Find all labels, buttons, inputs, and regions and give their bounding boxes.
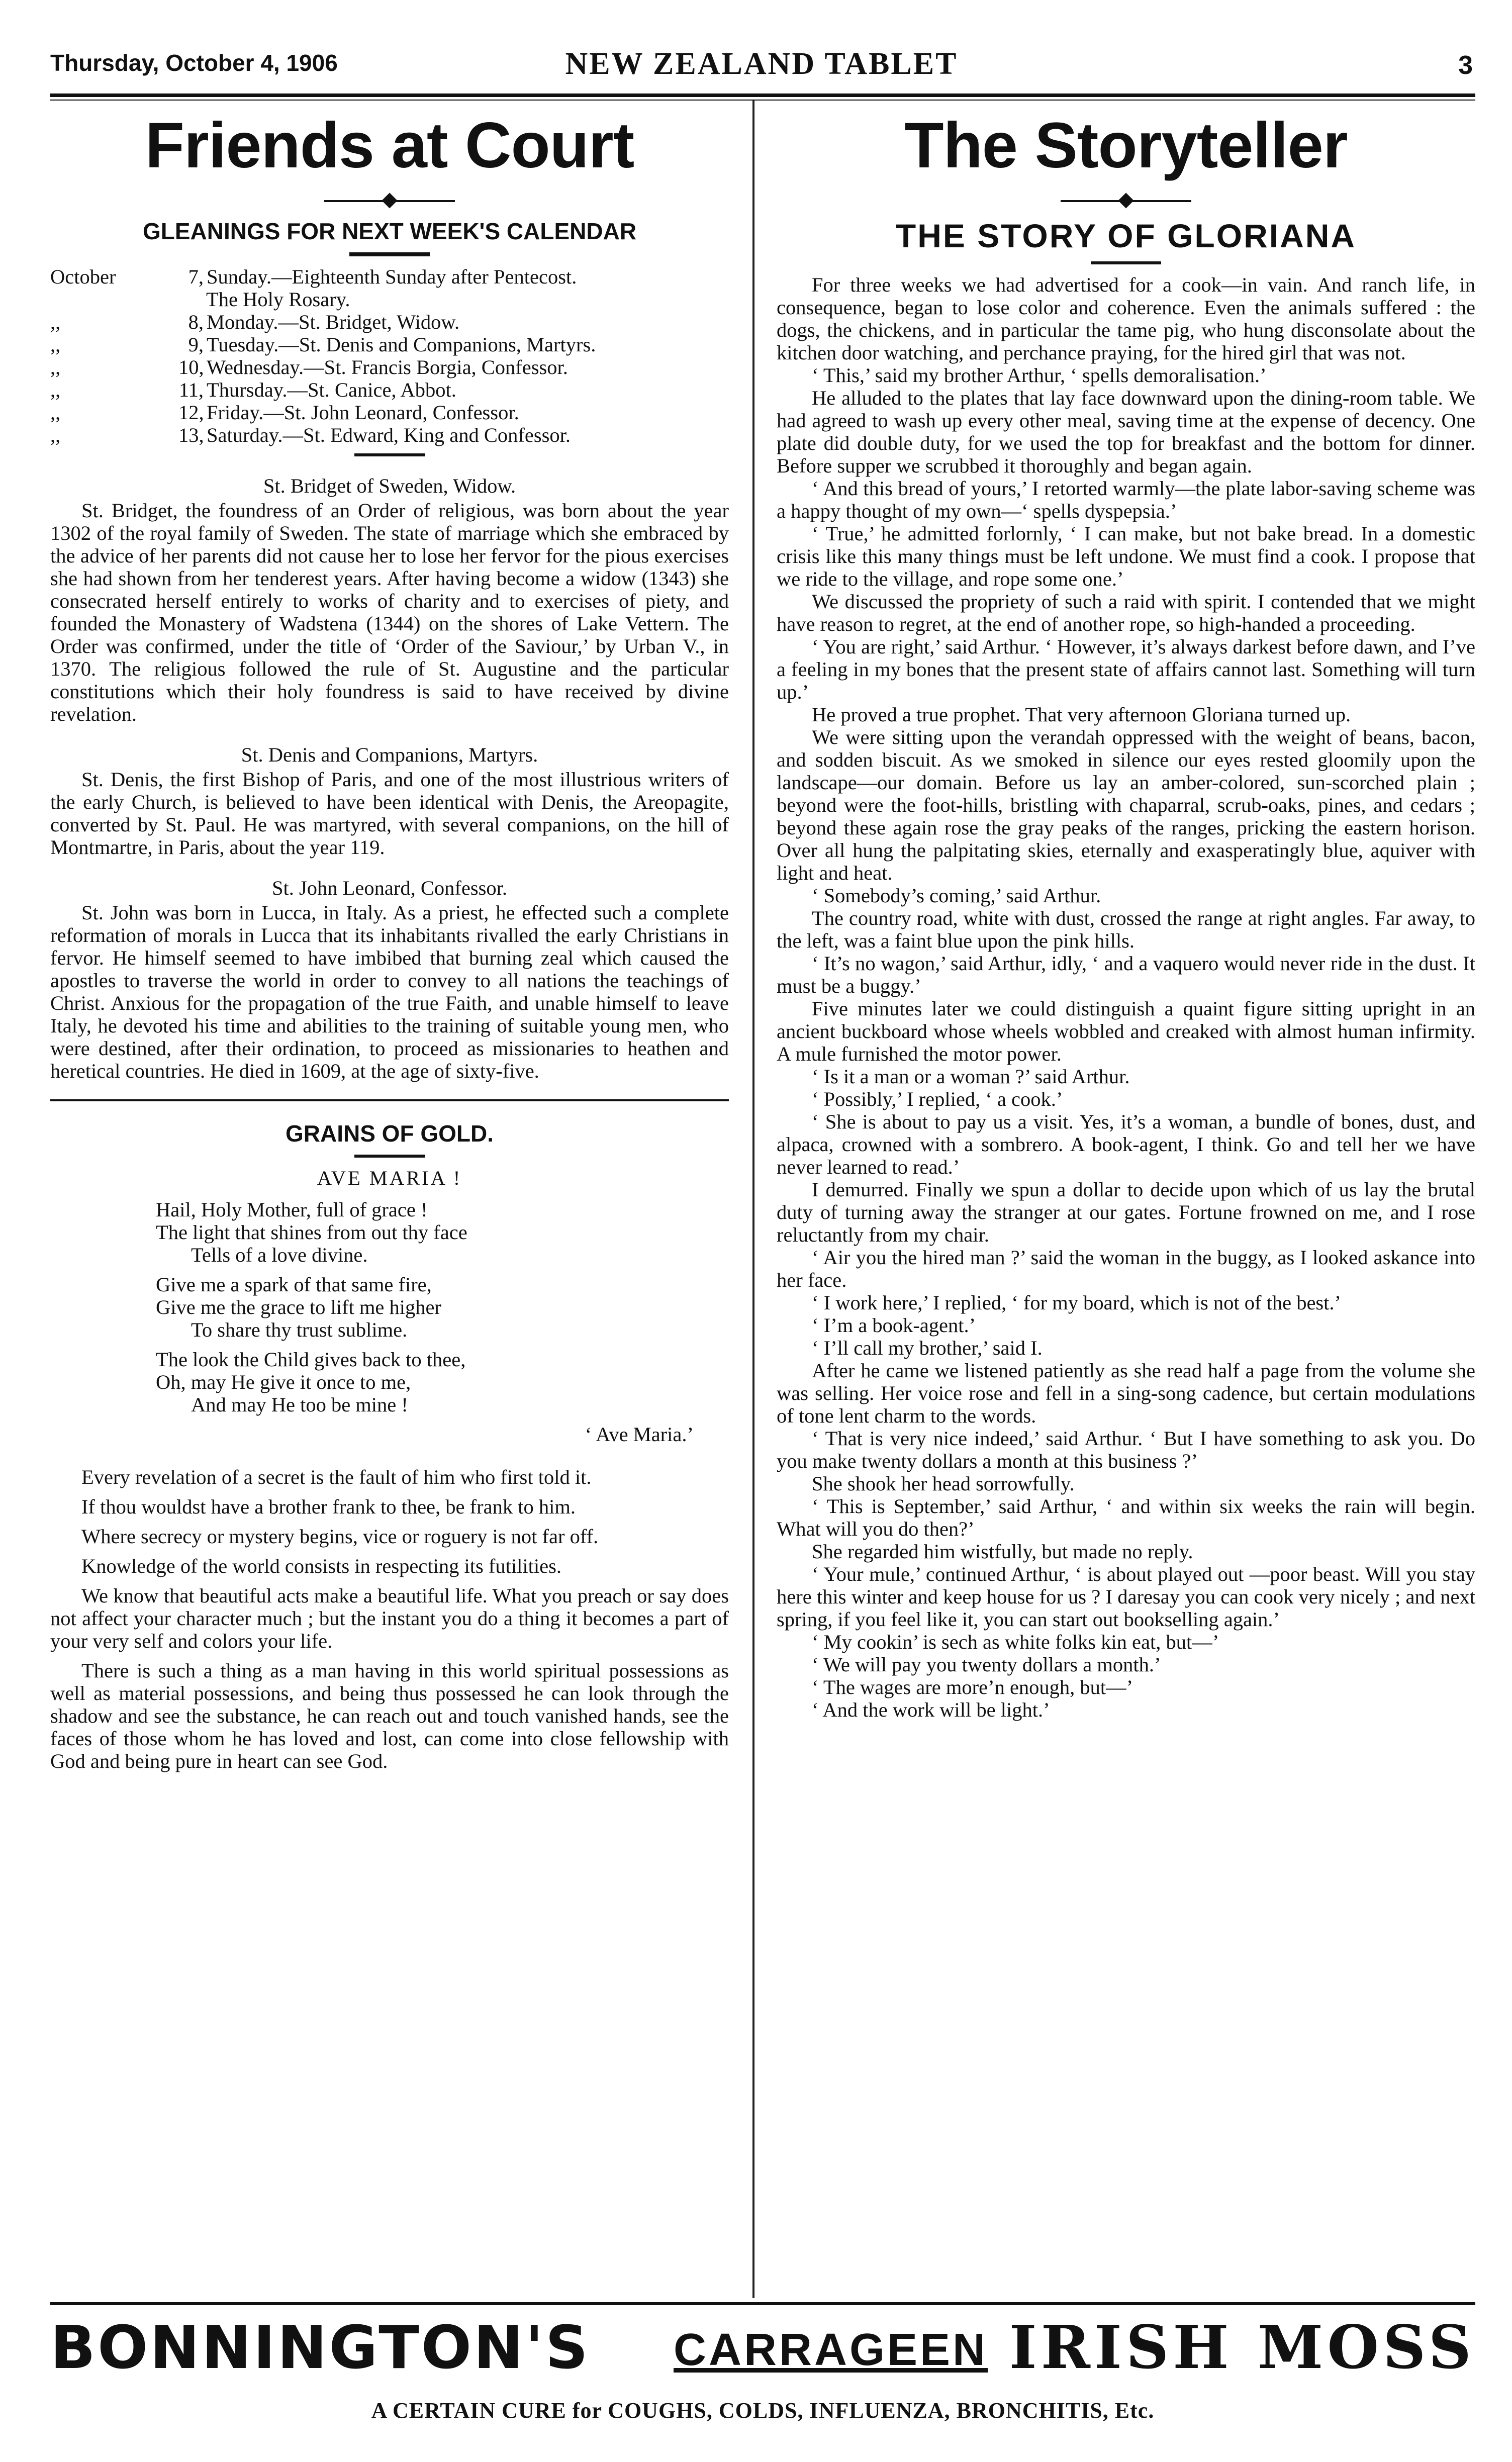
ad-brand: BONNINGTON'S bbox=[50, 2313, 590, 2382]
story-paragraph: We were sitting upon the verandah oppressed with the weight of beans, bacon, and sodden biscuit. As we smoked in silence our eyes rested gloomily upon the landscape—our domain. Before us lay an amber-colored, sun-scorched plain ; beyond were the foot-hills, bristling with chaparral, scrub-oaks, pines, and cedars ; beyond these again rose the gray peaks of the ranges, pricking the eastern horison. Over all hung the palpitating skies, eternally and exasperatingly blue, aquiver with light and heat. bbox=[777, 726, 1475, 884]
saint-paragraph: St. Bridget, the foundress of an Order of religious, was born about the year 1302 of the royal family of Sweden. The state of marriage which she embraced by the advice of her parents did not cause her to lose her fervor for the pious exercises she had shown from her tenderest years. After having become a widow (1343) she consecrated herself entirely to works of charity and to exercises of piety, and founded the Monastery of Wadstena (1344) on the shores of Lake Vettern. The Order was confirmed, under the title of ‘Order of the Saviour,’ by Urban V., in 1370. The religious followed the rule of St. Augustine and the particular constitutions which their holy foundress is said to have received by divine revelation. bbox=[50, 499, 729, 725]
story-paragraph: ‘ And this bread of yours,’ I retorted warmly—the plate labor-saving scheme was a happy thought of my own—‘ spells dyspepsia.’ bbox=[777, 477, 1475, 522]
right-column bbox=[777, 111, 1475, 1721]
story-paragraph: ‘ Somebody’s coming,’ said Arthur. bbox=[812, 884, 1101, 907]
story-paragraph: He alluded to the plates that lay face downward upon the dining-room table. We had agreed to wash up every other meal, saving time at the expense of decency. One plate did double duty, for we used the top for breakfast and the bottom for dinner. Before supper we scrubbed it thoroughly and began again. bbox=[777, 387, 1475, 477]
ad-tagline: A CERTAIN CURE for COUGHS, COLDS, INFLUENZA, BRONCHITIS, Etc. bbox=[371, 2398, 1155, 2423]
ad-product: CARRAGEEN bbox=[674, 2325, 988, 2375]
story-paragraph: He proved a true prophet. That very afternoon Gloriana turned up. bbox=[812, 703, 1351, 726]
header-rule-thin bbox=[50, 100, 1475, 101]
column-divider bbox=[752, 101, 754, 2298]
story-paragraph: ‘ This,’ said my brother Arthur, ‘ spells demoralisation.’ bbox=[812, 364, 1267, 387]
section-title-friends-at-court: Friends at Court bbox=[145, 110, 634, 181]
saying: There is such a thing as a man having in this world spiritual possessions as well as material possessions, and being thus possessed he can look through the shadow and see the substance, he can reach out and touch vanished hands, see the faces of those whom he has loved and lost, can come into close fellowship with God and being pure in heart can see God. bbox=[50, 1659, 729, 1772]
advertisement bbox=[50, 2312, 1475, 2443]
grains-heading: GRAINS OF GOLD. bbox=[286, 1120, 494, 1147]
story-paragraph: ‘ I’ll call my brother,’ said I. bbox=[812, 1337, 1043, 1359]
short-rule bbox=[349, 252, 430, 256]
saint-heading: St. John Leonard, Confessor. bbox=[272, 877, 507, 899]
saint-heading: St. Bridget of Sweden, Widow. bbox=[263, 475, 516, 497]
story-paragraph: ‘ And the work will be light.’ bbox=[812, 1698, 1050, 1721]
short-rule bbox=[354, 453, 425, 456]
story-body bbox=[777, 273, 1475, 1721]
story-paragraph: ‘ The wages are more’n enough, but—’ bbox=[812, 1676, 1133, 1698]
saint-paragraph: St. Denis, the first Bishop of Paris, and one of the most illustrious writers of the early Church, is believed to have been identical with Denis, the Areopagite, converted by St. Paul. He was martyred, with several companions, on the hill of Montmartre, in Paris, about the year 119. bbox=[50, 768, 729, 859]
saying: If thou wouldst have a brother frank to thee, be frank to him. bbox=[81, 1495, 576, 1518]
story-paragraph: ‘ Possibly,’ I replied, ‘ a cook.’ bbox=[812, 1088, 1063, 1110]
story-paragraph: ‘ She is about to pay us a visit. Yes, it’s a woman, a bundle of bones, dust, and alpaca, crowned with a sombrero. A book-agent, I think. Go and tell her we have never learned to read.’ bbox=[777, 1110, 1475, 1178]
left-column bbox=[50, 111, 729, 1779]
poem-title: AVE MARIA ! bbox=[317, 1167, 462, 1189]
story-paragraph: ‘ We will pay you twenty dollars a month.’ bbox=[812, 1653, 1161, 1676]
calendar-entry: ,, 12, Friday.—St. John Leonard, Confessor. bbox=[50, 401, 519, 424]
calendar-heading: GLEANINGS FOR NEXT WEEK'S CALENDAR bbox=[142, 218, 637, 244]
section-title-storyteller: The Storyteller bbox=[904, 110, 1348, 181]
story-paragraph: ‘ You are right,’ said Arthur. ‘ However, it’s always darkest before dawn, and I’ve a feeling in my bones that the present state of affairs cannot last. Something will turn up.’ bbox=[777, 635, 1475, 703]
story-paragraph: ‘ It’s no wagon,’ said Arthur, idly, ‘ and a vaquero would never ride in the dust. It must be a buggy.’ bbox=[777, 952, 1475, 997]
story-paragraph: The country road, white with dust, crossed the range at right angles. Far away, to the left, was a faint blue upon the pink hills. bbox=[777, 907, 1475, 952]
saying: Where secrecy or mystery begins, vice or roguery is not far off. bbox=[81, 1525, 599, 1548]
story-paragraph: ‘ Is it a man or a woman ?’ said Arthur. bbox=[812, 1065, 1130, 1088]
calendar-entry: ,, 13, Saturday.—St. Edward, King and Confessor. bbox=[50, 424, 571, 446]
ornament-rule bbox=[777, 191, 1475, 211]
story-paragraph: We discussed the propriety of such a raid with spirit. I contended that we might have reason to regret, at the end of another rope, so high-handed a proceeding. bbox=[777, 590, 1475, 635]
calendar-entry: ,, 9, Tuesday.—St. Denis and Companions, Martyrs. bbox=[50, 333, 596, 356]
story-paragraph: After he came we listened patiently as she read half a page from the volume she was selling. Her voice rose and fell in a sing-song cadence, but certain modulations of tone lent charm to the words. bbox=[777, 1359, 1475, 1427]
story-paragraph: I demurred. Finally we spun a dollar to decide upon which of us lay the brutal duty of turning away the stranger at our gates. Fortune frowned on me, and I rose reluctantly from my chair. bbox=[777, 1178, 1475, 1246]
poem-stanza: Hail, Holy Mother, full of grace ! The light that shines from out thy face Tells of a love divine. bbox=[156, 1198, 467, 1266]
ad-product-secondary: IRISH MOSS bbox=[1009, 2312, 1475, 2382]
issue-date: Thursday, October 4, 1906 bbox=[50, 50, 338, 76]
calendar-list bbox=[50, 265, 729, 446]
story-title: THE STORY OF GLORIANA bbox=[895, 217, 1357, 254]
sayings-list bbox=[50, 1466, 729, 1772]
calendar-entry: ,, 10, Wednesday.—St. Francis Borgia, Confessor. bbox=[50, 356, 568, 378]
story-paragraph: ‘ I work here,’ I replied, ‘ for my board, which is not of the best.’ bbox=[812, 1291, 1342, 1314]
poem-credit: ‘ Ave Maria.’ bbox=[585, 1423, 694, 1446]
poem-stanza: Give me a spark of that same fire, Give me the grace to lift me higher To share thy trust sublime. bbox=[156, 1273, 441, 1341]
ad-rule bbox=[50, 2302, 1475, 2305]
calendar-entry: ,, 11, Thursday.—St. Canice, Abbot. bbox=[50, 378, 456, 401]
saint-heading: St. Denis and Companions, Martyrs. bbox=[241, 743, 538, 766]
story-paragraph: She shook her head sorrowfully. bbox=[812, 1472, 1075, 1495]
story-paragraph: ‘ Air you the hired man ?’ said the woman in the buggy, as I looked askance into her face. bbox=[777, 1246, 1475, 1291]
calendar-entry: ,, 8, Monday.—St. Bridget, Widow. bbox=[50, 311, 460, 333]
saying: Knowledge of the world consists in respecting its futilities. bbox=[81, 1555, 561, 1577]
short-rule bbox=[1091, 261, 1161, 264]
section-rule bbox=[50, 1099, 729, 1101]
story-paragraph: Five minutes later we could distinguish a quaint figure sitting upright in an ancient buckboard whose wheels wobbled and creaked with almost human infirmity. A mule furnished the motor power. bbox=[777, 997, 1475, 1065]
saying: Every revelation of a secret is the fault of him who first told it. bbox=[81, 1466, 592, 1488]
story-paragraph: ‘ I’m a book-agent.’ bbox=[812, 1314, 976, 1337]
story-paragraph: She regarded him wistfully, but made no reply. bbox=[812, 1540, 1193, 1563]
story-paragraph: ‘ This is September,’ said Arthur, ‘ and within six weeks the rain will begin. What will you do then?’ bbox=[777, 1495, 1475, 1540]
story-paragraph: ‘ True,’ he admitted forlornly, ‘ I can make, but not bake bread. In a domestic crisis like this many things must be left undone. We must find a cook. I propose that we ride to the village, and rope some one.’ bbox=[777, 522, 1475, 590]
story-paragraph: ‘ Your mule,’ continued Arthur, ‘ is about played out —poor beast. Will you stay here this winter and keep house for us ? I daresay you can cook very nicely ; and next spring, if you feel like it, you can start out bookselling again.’ bbox=[777, 1563, 1475, 1631]
saint-paragraph: St. John was born in Lucca, in Italy. As a priest, he effected such a complete reformation of morals in Lucca that its inhabitants rivalled the early Christians in fervor. He himself seemed to have imbibed that burning zeal which caused the apostles to traverse the world in order to convey to all nations the teachings of Christ. Anxious for the propagation of the true Faith, and unable himself to leave Italy, he devoted his time and abilities to the training of suitable young men, who were destined, after their ordination, to proceed as missionaries to heathen and heretical countries. He died in 1609, at the age of sixty-five. bbox=[50, 901, 729, 1082]
saying: We know that beautiful acts make a beautiful life. What you preach or say does not affect your character much ; but the instant you do a thing it becomes a part of your very self and colors your life. bbox=[50, 1584, 729, 1652]
calendar-entry: The Holy Rosary. bbox=[206, 288, 350, 311]
running-head bbox=[50, 44, 1473, 89]
story-paragraph: ‘ My cookin’ is sech as white folks kin eat, but—’ bbox=[812, 1631, 1219, 1653]
story-paragraph: ‘ That is very nice indeed,’ said Arthur. ‘ But I have something to ask you. Do you make twenty dollars a month at this business ?’ bbox=[777, 1427, 1475, 1472]
page-number: 3 bbox=[1458, 51, 1473, 80]
short-rule bbox=[354, 1155, 425, 1158]
publication-title: NEW ZEALAND TABLET bbox=[565, 47, 958, 81]
story-paragraph: For three weeks we had advertised for a cook—in vain. And ranch life, in consequence, began to lose color and coherence. Even the animals suffered : the dogs, the chickens, and in particular the tame pig, who hung disconsolate about the kitchen door watching, and perchance praying, for the hired girl that was not. bbox=[777, 273, 1475, 364]
poem-stanza: The look the Child gives back to thee, Oh, may He give it once to me, And may He too be mine ! bbox=[156, 1348, 466, 1416]
ornament-rule bbox=[50, 191, 729, 211]
header-rule bbox=[50, 93, 1475, 97]
calendar-entry: October 7, Sunday.—Eighteenth Sunday after Pentecost. bbox=[50, 265, 577, 288]
